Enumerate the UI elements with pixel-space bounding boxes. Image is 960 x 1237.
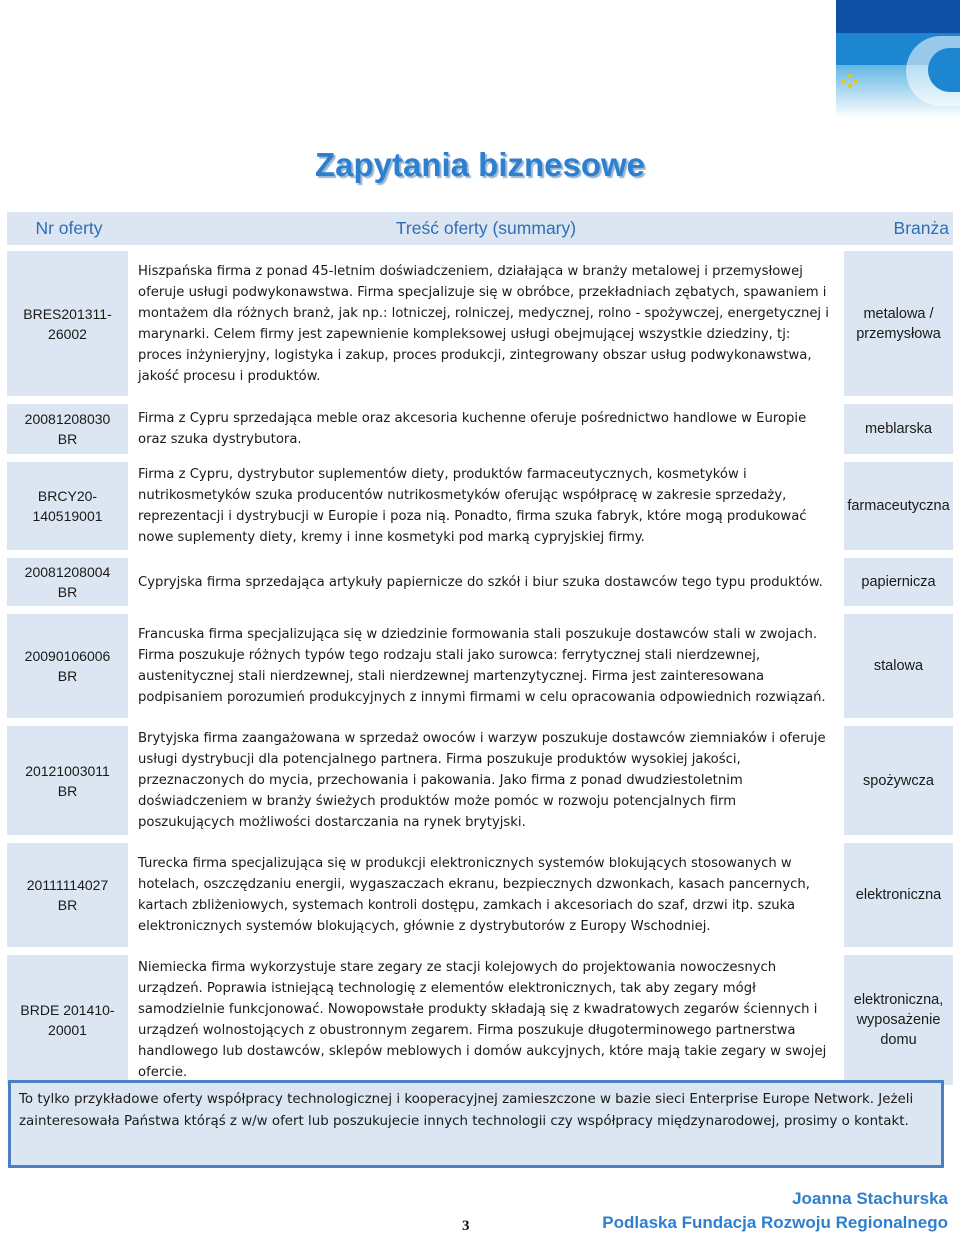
offer-sector: elektroniczna [841, 839, 953, 951]
offer-number: BRCY20-140519001 [7, 458, 131, 554]
offer-summary: Niemiecka firma wykorzystuje stare zegary ze stacji kolejowych do projektowania nowoczesnych urządzeń. Poprawia istniejącą technologię z elementów elektronicznych, tak aby zegary mógł samodzielnie funkcjonować. Nowopowstałe produkty składają się z kwadratowych zegarów ściennych i urządzeń wolnostojących z obustronnym zegarem. Firma poszukuje długoterminowego partnerstwa handlowego lub dostawców, sklepów meblowych i domów aukcyjnych, które mają takie zegary w swojej ofercie. [131, 951, 841, 1089]
contact-note: To tylko przykładowe oferty współpracy technologicznej i kooperacyjnej zamieszczone w bazie sieci Enterprise Europe Network. Jeżeli zainteresowała Państwa którąś z w/w ofert lub poszukujecie innych technologii czy współpracy międzynarodowej, prosimy o kontakt. [8, 1080, 944, 1168]
logo-band-dark [836, 0, 960, 33]
table-row [7, 839, 953, 951]
offer-sector: papiernicza [841, 554, 953, 610]
eu-stars-icon [842, 74, 858, 88]
offer-sector: stalowa [841, 610, 953, 722]
table-row [7, 248, 953, 400]
offer-number: 20121003011 BR [7, 722, 131, 839]
offer-sector: spożywcza [841, 722, 953, 839]
offer-sector: elektroniczna, wyposażenie domu [841, 951, 953, 1089]
signature [602, 1187, 948, 1235]
table-row [7, 400, 953, 458]
offer-summary: Francuska firma specjalizująca się w dziedzinie formowania stali poszukuje dostawców stali w zwojach. Firma poszukuje różnych typów tego rodzaju stali jako surowca: ferrytycznej stali nierdzewnej, austenitycznej stali nierdzewnej, stali nierdzewnej martenzytycznej. Firma jest zainteresowana podpisaniem porozumień produkcyjnych z innymi firmami w celu opracowania odpowiednich rozwiązań. [131, 610, 841, 722]
offer-number: 20090106006 BR [7, 610, 131, 722]
table-row [7, 610, 953, 722]
page-title: Zapytania biznesowe [314, 146, 646, 183]
page-number: 3 [462, 1218, 470, 1234]
offer-number: BRDE 201410-20001 [7, 951, 131, 1089]
offer-summary: Turecka firma specjalizująca się w produkcji elektronicznych systemów blokujących stosowanych w hotelach, oszczędzaniu energii, wygaszaczach ekranu, bezpiecznych dzwonkach, kasach pancernych, kartach zbliżeniowych, systemach kontroli dostępu, zamkach i akcesoriach do szaf, drzwi itp. szuka elektronicznych systemów blokujących, głównie z dystrybutorów z Europy Wschodniej. [131, 839, 841, 951]
offer-number: 20081208030 BR [7, 400, 131, 458]
header-sector: Branża [841, 212, 953, 248]
signature-organization: Podlaska Fundacja Rozwoju Regionalnego [602, 1213, 948, 1232]
offer-summary: Hiszpańska firma z ponad 45-letnim doświadczeniem, działająca w branży metalowej i przemysłowej oferuje usługi podwykonawstwa. Firma specjalizuje się w obróbce, przekładniach zębatych, spawaniem i montażem dla różnych branż, jak np.: lotniczej, rolniczej, medycznej, rolno - spożywczej, energetycznej i marynarki. Celem firmy jest zapewnienie kompleksowej usługi obejmującej wszystkie dziedziny, tj: proces inżynieryjny, logistyka i zakup, proces produkcji, zintegrowany obszar usług podwykonawstwa, jakość procesu i produktów. [131, 248, 841, 400]
enterprise-europe-network-logo [836, 0, 960, 118]
offer-sector: farmaceutyczna [841, 458, 953, 554]
table-row [7, 554, 953, 610]
header-summary: Treść oferty (summary) [131, 212, 841, 248]
table-row [7, 951, 953, 1089]
table-header-row [7, 212, 953, 248]
offer-sector: metalowa / przemysłowa [841, 248, 953, 400]
offer-summary: Brytyjska firma zaangażowana w sprzedaż owoców i warzyw poszukuje dostawców ziemniaków i oferuje usługi dystrybucji dla potencjalnego partnera. Firma poszukuje produktów wysokiej jakości, przeznaczonych do mycia, przechowania i pakowania. Jako firma z ponad dwudziestoletnim doświadczeniem w branży świeżych produktów może pomóc w rozwoju potencjalnych firm poszukujących możliwości dostarczania na rynek brytyjski. [131, 722, 841, 839]
offer-summary: Cypryjska firma sprzedająca artykuły papiernicze do szkół i biur szuka dostawców tego typu produktów. [131, 554, 841, 610]
offer-summary: Firma z Cypru, dystrybutor suplementów diety, produktów farmaceutycznych, kosmetyków i nutrikosmetyków szuka producentów nutrikosmetyków oferując współpracę w zakresie sprzedaży, reprezentacji i dystrybucji w Europie i poza nią. Ponadto, firma szuka fabryk, które mogą produkować nowe suplementy diety, kremy i inne kosmetyki pod marką cypryjskiej firmy. [131, 458, 841, 554]
table-row [7, 458, 953, 554]
table-row [7, 722, 953, 839]
header-number: Nr oferty [7, 212, 131, 248]
offer-number: 20111114027 BR [7, 839, 131, 951]
offer-number: BRES201311-26002 [7, 248, 131, 400]
offer-number: 20081208004 BR [7, 554, 131, 610]
offer-summary: Firma z Cypru sprzedająca meble oraz akcesoria kuchenne oferuje pośrednictwo handlowe w Europie oraz szuka dystrybutora. [131, 400, 841, 458]
offers-table [7, 212, 953, 1093]
offer-sector: meblarska [841, 400, 953, 458]
signature-name: Joanna Stachurska [792, 1189, 948, 1208]
